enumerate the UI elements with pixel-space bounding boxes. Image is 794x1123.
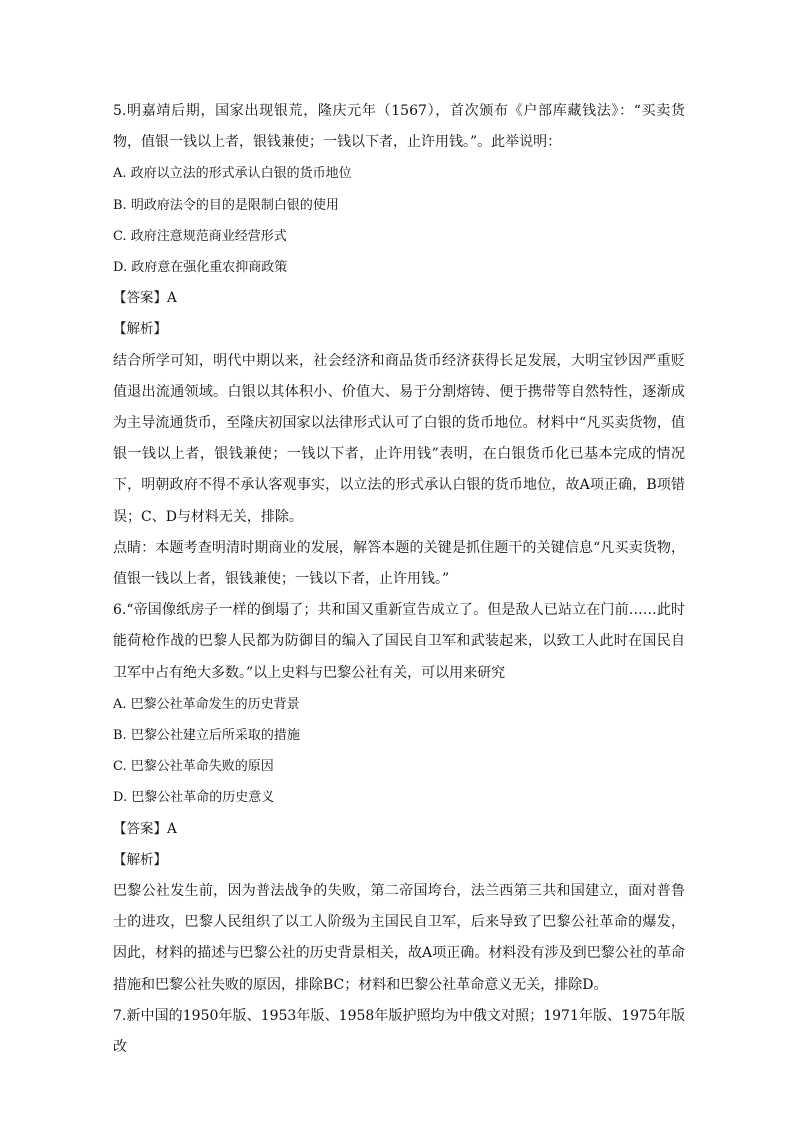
- answer-label: 【答案】: [113, 820, 167, 837]
- question-5-analysis-label: 【解析】: [113, 321, 167, 338]
- question-5-option-d: D. 政府意在强化重农抑商政策: [113, 260, 288, 276]
- question-5-analysis: 结合所学可知，明代中期以来，社会经济和商品货币经济获得长足发展，大明宝钞因严重贬值退出流通领域。白银以其体积小、价值大、易于分割熔铸、便于携带等自然特性，逐渐成为主导流通货币，至隆庆初国家以法律形式认可了白银的货币地位。材料中“凡买卖货物，值银一钱以上者，银钱兼使；一钱以下者，止许用钱”表明，在白银货币化已基本完成的情况下，明朝政府不得不承认客观事实，以立法的形式承认白银的货币地位，故A项正确，B项错误；C、D与材料无关，排除。: [113, 352, 685, 525]
- question-6-analysis-label: 【解析】: [113, 851, 167, 868]
- question-6-stem: 6.“帝国像纸房子一样的倒塌了；共和国又重新宣告成立了。但是敌人已站立在门前……此时能荷枪作战的巴黎人民都为防御目的编入了国民自卫军和武装起来，以致工人此时在国民自卫军中占有绝大多数。”以上史料与巴黎公社有关，可以用来研究: [113, 602, 685, 681]
- answer-label: 【答案】: [113, 290, 167, 307]
- question-6-option-d: D. 巴黎公社革命的历史意义: [113, 790, 275, 806]
- question-6-option-c: C. 巴黎公社革命失败的原因: [113, 759, 274, 775]
- question-6-option-a: A. 巴黎公社革命发生的历史背景: [113, 696, 300, 712]
- question-6-option-b: B. 巴黎公社建立后所采取的措施: [113, 728, 300, 744]
- question-5-note: 点睛：本题考查明清时期商业的发展，解答本题的关键是抓住题干的关键信息“凡买卖货物，值银一钱以上者，银钱兼使；一钱以下者，止许用钱。”: [113, 539, 685, 588]
- question-5-option-a: A. 政府以立法的形式承认白银的货币地位: [113, 166, 352, 182]
- question-7-stem: 7.新中国的1950年版、1953年版、1958年版护照均为中俄文对照；1971年版、1975年版改: [113, 1007, 685, 1056]
- question-5-answer: [113, 283, 685, 314]
- answer-value: A: [167, 820, 177, 837]
- answer-value: A: [167, 290, 177, 307]
- question-6-analysis: 巴黎公社发生前，因为普法战争的失败，第二帝国垮台，法兰西第三共和国建立，面对普鲁士的进攻，巴黎人民组织了以工人阶级为主国民自卫军，后来导致了巴黎公社革命的爆发，因此，材料的描述与巴黎公社的历史背景相关，故A项正确。材料没有涉及到巴黎公社的革命措施和巴黎公社失败的原因，排除BC；材料和巴黎公社革命意义无关，排除D。: [113, 883, 685, 993]
- document-content: [113, 96, 685, 1063]
- question-5-option-c: C. 政府注意规范商业经营形式: [113, 228, 287, 244]
- question-6-answer: [113, 814, 685, 845]
- question-5-option-b: B. 明政府法令的目的是限制白银的使用: [113, 197, 339, 213]
- question-5-stem: 5.明嘉靖后期，国家出现银荒，隆庆元年（1567），首次颁布《户部库藏钱法》：“买卖货物，值银一钱以上者，银钱兼使；一钱以下者，止许用钱。”。此举说明：: [113, 103, 685, 151]
